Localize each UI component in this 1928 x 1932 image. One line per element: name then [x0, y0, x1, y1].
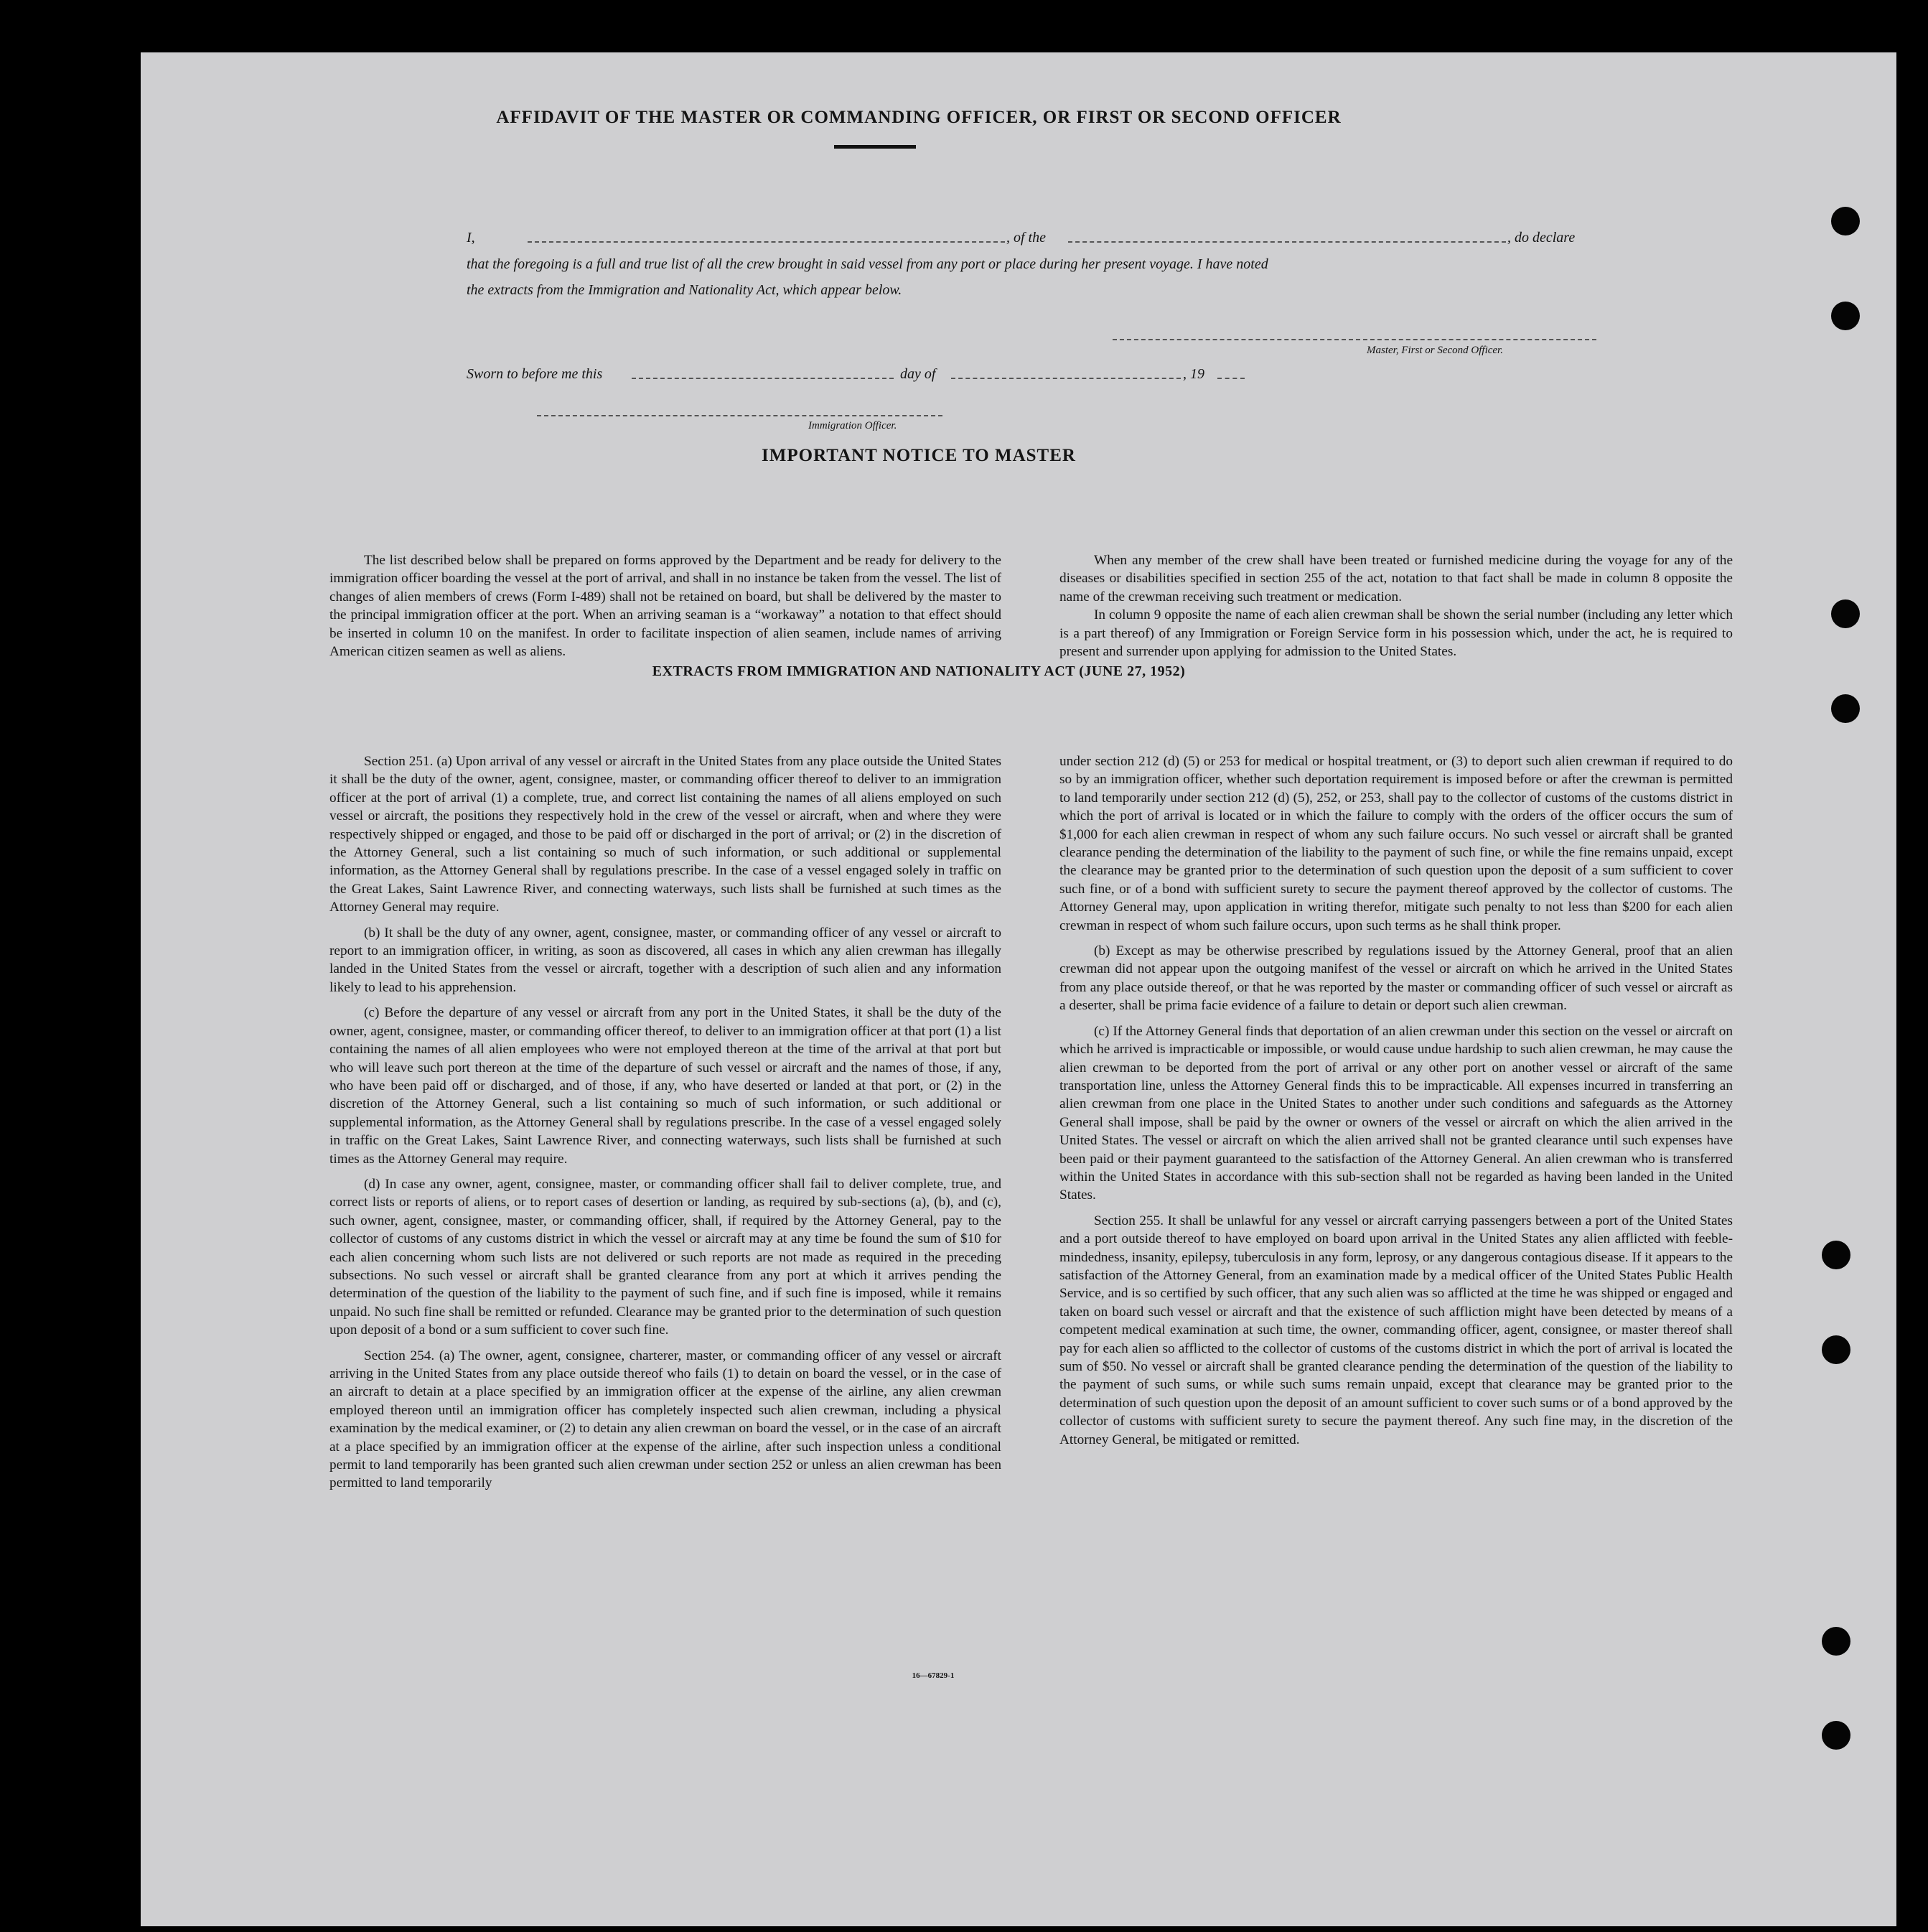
- title-rule: [834, 145, 916, 149]
- notice-left-paragraph: The list described below shall be prepared on forms approved by the Department and be ready for delivery to the immigration officer boarding the vessel at the port of arrival, and shall in no instance be taken from the vessel. The list of changes of alien members of crews (Form I-489) shall not be retained on board, but shall be delivered by the master to the principal immigration officer at the port. When an arriving seaman is a “workaway” a notation to that effect should be inserted in column 10 on the manifest. In order to facilitate inspection of alien seamen, include names of arriving American citizen seamen as well as aliens.: [329, 553, 1001, 660]
- sworn-label: Sworn to before me this: [467, 366, 603, 382]
- section-251-d: (d) In case any owner, agent, consignee, master, or commanding officer shall fail to deliver complete, true, and correct lists or reports of aliens, or to report cases of desertion or landing, as required by sub-sections (a), (b), and (c), such owner, agent, consignee, master, or commanding officer, shall, if required by the Attorney General, pay to the collector of customs of any customs district in which the vessel or aircraft may at any time be found the sum of $10 for each alien concerning whom such lists are not delivered or such reports are not made as required in the preceding subsections. No such vessel or aircraft shall be granted clearance from any port at which it arrives pending the determination of the question of the liability to the payment of such fine, and if such fine is imposed, while it remains unpaid. No such fine shall be remitted or refunded. Clearance may be granted prior to the determination of such question upon deposit of a bond or a sum sufficient to cover such fine.: [329, 1176, 1001, 1338]
- punch-hole: [1831, 207, 1860, 235]
- section-251-c: (c) Before the departure of any vessel or aircraft from any port in the United States, it shall be the duty of the owner, agent, consignee, master, or commanding officer thereof, to deliver to an immigration officer at that port (1) a list containing the names of all alien employees who were not employed thereon at the time of the arrival at that port but who will leave such port thereon at the time of the departure of such vessel or aircraft and the names of those, if any, who have been paid off or discharged, and of those, if any, who have deserted or landed at that port, or (2) in the discretion of the Attorney General, such a list containing so much of such information, or such additional or supplemental information, as the Attorney General shall by regulations prescribe. In the case of a vessel engaged solely in traffic on the Great Lakes, Saint Lawrence River, and connecting waterways, such lists shall be furnished at such times as the Attorney General may require.: [329, 1005, 1001, 1167]
- sworn-day-line: [632, 378, 894, 379]
- officer-signature-label: Immigration Officer.: [808, 420, 897, 431]
- section-254-a-continued: under section 212 (d) (5) or 253 for medical or hospital treatment, or (3) to deport such alien crewman if required to do so by an immigration officer, whether such deportation requirement is imposed before or after the crewman is permitted to land temporarily under section 212 (d) (5), 252, or 253, shall pay to the collector of customs of the customs district in which the port of arrival is located or in which the failure to comply with the orders of the officer occurs the sum of $1,000 for each alien crewman in respect of whom any such failure occurs. No such vessel or aircraft shall be granted clearance pending the determination of the liability to the payment of such fine, or while the fine remains unpaid, except the clearance may be granted prior to the determination of such question upon the deposit of a sum sufficient to cover such fine, or of a bond with sufficient surety to secure the payment thereof approved by the collector of customs. The Attorney General may, upon application in writing therefor, mitigate such penalty to not less than $200 for each alien crewman in respect of whom such failure occurs, upon such terms as he shall think proper.: [1059, 754, 1733, 933]
- extracts-title: EXTRACTS FROM IMMIGRATION AND NATIONALITY ACT (JUNE 27, 1952): [652, 663, 1186, 679]
- section-254-c: (c) If the Attorney General finds that deportation of an alien crewman under this section on the vessel or aircraft on which he arrived is impracticable or impossible, or would cause undue hardship to such alien crewman, he may cause the alien crewman to be deported from the port of arrival or any other port on another vessel or aircraft of the same transportation line, unless the Attorney General finds this to be impracticable. All expenses incurred in transferring an alien crewman from one place in the United States to another under such conditions and safeguards as the Attorney General shall impose, shall be paid by the owner or owners of the vessel or aircraft on which the alien arrived in the United States. The vessel or aircraft on which the alien arrived shall not be granted clearance until such expenses have been paid or their payment guaranteed to the satisfaction of the Attorney General. An alien crewman who is transferred within the United States in accordance with this sub-section shall not be regarded as having been landed in the United States.: [1059, 1023, 1733, 1203]
- section-255: Section 255. It shall be unlawful for any vessel or aircraft carrying passengers between a port of the United States and a port outside thereof to have employed on board upon arrival in the United States any alien afflicted with feeble-mindedness, insanity, epilepsy, tuberculosis in any form, leprosy, or any dangerous contagious disease. If it appears to the satisfaction of the Attorney General, from an examination made by a medical officer of the United States Public Health Service, and is so certified by such officer, that any such alien was so afflicted at the time he was shipped or engaged and taken on board such vessel or aircraft and that the existence of such affliction might have been detected by means of a competent medical examination at such time, the owner, commanding officer, agent, consignee, or master thereof shall pay for each alien so afflicted to the collector of customs of the customs district in which the port of arrival is located the sum of $50. No vessel or aircraft shall be granted clearance pending the determination of the question of the liability to the payment of such sums, or while such sums remain unpaid, except that clearance may be granted prior to the determination of such question upon the deposit of an amount sufficient to cover such sums or of a bond approved by the collector of customs with sufficient surety to secure the payment thereof. Any such fine may, in the discretion of the Attorney General, be mitigated or remitted.: [1059, 1213, 1733, 1447]
- punch-hole: [1822, 1335, 1850, 1364]
- notice-right-paragraph-2: In column 9 opposite the name of each alien crewman shall be shown the serial number (including any letter which is a part thereof) of any Immigration or Foreign Service form in his possession which, under the act, he is required to present and surrender upon applying for admission to the United States.: [1059, 607, 1733, 660]
- year-line: [1217, 378, 1245, 379]
- punch-hole: [1822, 1627, 1850, 1656]
- i-label: I,: [467, 230, 475, 246]
- declaration-line-3: the extracts from the Immigration and Nationality Act, which appear below.: [467, 282, 902, 298]
- notice-right-column: [1059, 551, 1733, 668]
- section-254-b: (b) Except as may be otherwise prescribed by regulations issued by the Attorney General, proof that an alien crewman did not appear upon the outgoing manifest of the vessel or aircraft on which he arrived in the United States from any place outside thereof, or that he was reported by the master or commanding officer of such vessel or aircraft as a deserter, shall be prima facie evidence of a failure to detain or deport such alien crewman.: [1059, 943, 1733, 1014]
- vessel-line: [1068, 241, 1506, 243]
- sworn-month-line: [951, 378, 1181, 379]
- section-251-a: Section 251. (a) Upon arrival of any vessel or aircraft in the United States from any place outside the United States it shall be the duty of the owner, agent, consignee, master, or commanding officer thereof to deliver to an immigration officer at the port of arrival (1) a complete, true, and correct list containing the names of all aliens employed on such vessel or aircraft, the positions they respectively hold in the crew of the vessel or aircraft, when and where they were respectively shipped or engaged, and those to be paid off or discharged in the port of arrival; or (2) in the discretion of the Attorney General, such a list containing so much of such information, or such additional or supplemental information, as the Attorney General shall by regulations prescribe. In the case of a vessel engaged solely in traffic on the Great Lakes, Saint Lawrence River, and connecting waterways, such lists shall be furnished at such times as the Attorney General may require.: [329, 754, 1001, 915]
- extracts-right-column: [1059, 752, 1733, 1456]
- notice-right-paragraph-1: When any member of the crew shall have been treated or furnished medicine during the voyage for any of the diseases or disabilities specified in section 255 of the act, notation to that fact shall be made in column 8 opposite the name of the crewman receiving such treatment or medication.: [1059, 553, 1733, 605]
- master-signature-label: Master, First or Second Officer.: [1367, 345, 1503, 356]
- officer-signature-line: [537, 415, 942, 416]
- declaration-line-2: that the foregoing is a full and true list of all the crew brought in said vessel from any port or place during her present voyage. I have noted: [467, 256, 1268, 272]
- year-label: , 19: [1183, 366, 1204, 382]
- punch-hole: [1831, 302, 1860, 330]
- section-254-a: Section 254. (a) The owner, agent, consignee, charterer, master, or commanding officer of any vessel or aircraft arriving in the United States from any place outside thereof who fails (1) to detain on board the vessel, or in the case of an aircraft to detain at a place specified by an immigration officer at the expense of the airline, any alien crewman employed thereon until an immigration officer has completely inspected such alien crewman, including a physical examination by the medical examiner, or (2) to detain any alien crewman on board the vessel, or in the case of an aircraft at a place specified by an immigration officer at the expense of the airline, after such inspection unless a conditional permit to land temporarily has been granted such alien crewman under section 252 or unless an alien crewman has been permitted to land temporarily: [329, 1348, 1001, 1491]
- do-declare-label: , do declare: [1507, 230, 1576, 246]
- punch-hole: [1831, 599, 1860, 628]
- extracts-left-column: [329, 752, 1001, 1500]
- notice-left-column: [329, 551, 1001, 668]
- day-of-label: day of: [900, 366, 936, 382]
- notice-title: IMPORTANT NOTICE TO MASTER: [762, 446, 1076, 465]
- print-code: 16—67829-1: [912, 1671, 955, 1680]
- affidavit-title: AFFIDAVIT OF THE MASTER OR COMMANDING OFFICER, OR FIRST OR SECOND OFFICER: [496, 108, 1342, 127]
- name-line: [528, 241, 1005, 243]
- of-the-label: , of the: [1006, 230, 1046, 246]
- punch-hole: [1822, 1241, 1850, 1269]
- punch-hole: [1831, 694, 1860, 723]
- section-251-b: (b) It shall be the duty of any owner, agent, consignee, master, or commanding officer of any vessel or aircraft to report to an immigration officer, in writing, as soon as discovered, all cases in which any alien crewman has illegally landed in the United States from the vessel or aircraft, together with a description of such alien and any information likely to lead to his apprehension.: [329, 925, 1001, 995]
- punch-hole: [1822, 1721, 1850, 1750]
- master-signature-line: [1113, 339, 1596, 340]
